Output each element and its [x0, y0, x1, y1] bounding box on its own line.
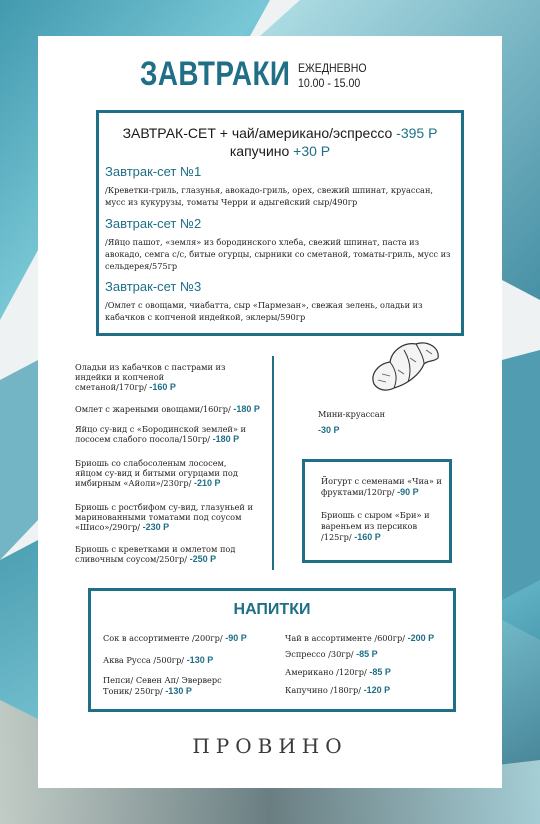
- set-description: /Креветки-гриль, глазунья, авокадо-гриль, орех, свежий шпинат, круассан, мусс из кукурузы, томаты Черри и адыгейский сыр/490гр: [105, 185, 433, 207]
- item-price: -250 Р: [189, 554, 217, 564]
- list-item: [103, 675, 253, 697]
- item-text: Эспрессо /30гр/: [285, 649, 354, 659]
- set-name: Завтрак-сет №1: [105, 164, 202, 179]
- breakfast-set-box: [96, 110, 464, 336]
- list-item: [75, 502, 255, 532]
- item-text: Американо /120гр/: [285, 667, 367, 677]
- item-text: Бриошь с креветками и омлетом под сливочным соусом/250гр/: [75, 544, 236, 564]
- list-item: [321, 476, 443, 498]
- drinks-box: [88, 588, 456, 712]
- item-price: -85 Р: [356, 649, 378, 659]
- list-item: [103, 633, 247, 644]
- list-item: [285, 633, 434, 644]
- item-price: -180 Р: [233, 404, 260, 414]
- set-item: [105, 164, 455, 208]
- item-text: Яйцо су-вид с «Бородинской землей» и лососем слабого посола/150гр/: [75, 424, 246, 444]
- list-item: [285, 667, 391, 678]
- item-text: Оладьи из кабачков с пастрами из индейки и копченой сметаной/170гр/: [75, 362, 226, 392]
- schedule-hours: 10.00 - 15.00: [298, 76, 361, 90]
- item-price: -180 Р: [212, 434, 240, 444]
- item-price: -160 Р: [354, 532, 381, 542]
- item-price: -160 Р: [149, 382, 176, 392]
- mini-croissant: [318, 408, 385, 436]
- column-divider: [272, 356, 274, 570]
- item-price: -30 Р: [318, 425, 340, 435]
- brand-logo: ПРОВИНО: [192, 734, 348, 758]
- list-item: [75, 424, 253, 444]
- item-text: Пепси/ Севен Ап/ Эверверс Тоник/ 250гр/: [103, 675, 222, 696]
- item-price: -85 Р: [369, 667, 391, 677]
- item-text: Сок в ассортименте /200гр/: [103, 633, 223, 643]
- set-item: [105, 279, 455, 323]
- list-item: [285, 649, 378, 660]
- set-heading-price: -395 Р: [396, 125, 438, 141]
- list-item: [75, 458, 255, 488]
- item-text: Йогурт с семенами «Чиа» и фруктами/120гр/: [321, 476, 442, 497]
- item-price: -90 Р: [397, 487, 419, 497]
- list-item: [75, 544, 255, 564]
- item-price: -230 Р: [142, 522, 170, 532]
- item-price: -90 Р: [225, 633, 247, 643]
- item-text: Чай в ассортименте /600гр/: [285, 633, 406, 643]
- item-text: Аква Русса /500гр/: [103, 655, 185, 665]
- list-item: [103, 655, 213, 666]
- set-heading-addon: +30 Р: [293, 143, 331, 159]
- schedule-label: ЕЖЕДНЕВНО: [298, 61, 367, 75]
- set-item: [105, 216, 455, 272]
- item-text: Омлет с жареными овощами/160гр/: [75, 404, 231, 414]
- schedule: [298, 61, 367, 91]
- yogurt-brioche-box: [302, 459, 452, 563]
- item-price: -130 Р: [165, 686, 192, 696]
- drinks-title: НАПИТКИ: [233, 601, 311, 618]
- croissant-icon: [368, 334, 444, 398]
- set-heading: [99, 124, 461, 160]
- list-item: [321, 510, 441, 543]
- item-text: Бриошь со слабосоленым лососем, яйцом су-вид и битыми огурцами под имбирным «Айоли»/230гр/: [75, 458, 238, 488]
- item-text: Капучино /180гр/: [285, 685, 362, 695]
- list-item: [75, 362, 235, 392]
- set-description: /Омлет с овощами, чиабатта, сыр «Пармезан», свежая зелень, оладьи из кабачков с копченой индейкой, эклеры/590гр: [105, 300, 423, 322]
- item-text: Мини-круассан: [318, 409, 386, 419]
- list-item: [75, 404, 275, 414]
- page-title: ЗАВТРАКИ: [140, 55, 291, 93]
- set-heading-line1: ЗАВТРАК-СЕТ + чай/американо/эспрессо: [122, 125, 393, 141]
- item-text: Бриошь с ростбифом су-вид, глазуньей и маринованными томатами под соусом «Шисо»/290гр/: [75, 502, 253, 532]
- set-name: Завтрак-сет №2: [105, 216, 202, 231]
- item-price: -130 Р: [186, 655, 214, 665]
- set-description: /Яйцо пашот, «земля» из бородинского хлеба, свежий шпинат, паста из авокадо, семга с/с, битые огурцы, сырники со сметаной, томаты-гриль, мусс из сельдерея/575гр: [105, 237, 451, 271]
- item-price: -210 Р: [193, 478, 221, 488]
- set-name: Завтрак-сет №3: [105, 279, 202, 294]
- item-price: -120 Р: [363, 685, 391, 695]
- item-text: Бриошь с сыром «Бри» и вареньем из персиков /125гр/: [321, 510, 430, 542]
- set-heading-line2: капучино: [229, 143, 290, 159]
- item-price: -200 Р: [407, 633, 435, 643]
- list-item: [285, 685, 390, 696]
